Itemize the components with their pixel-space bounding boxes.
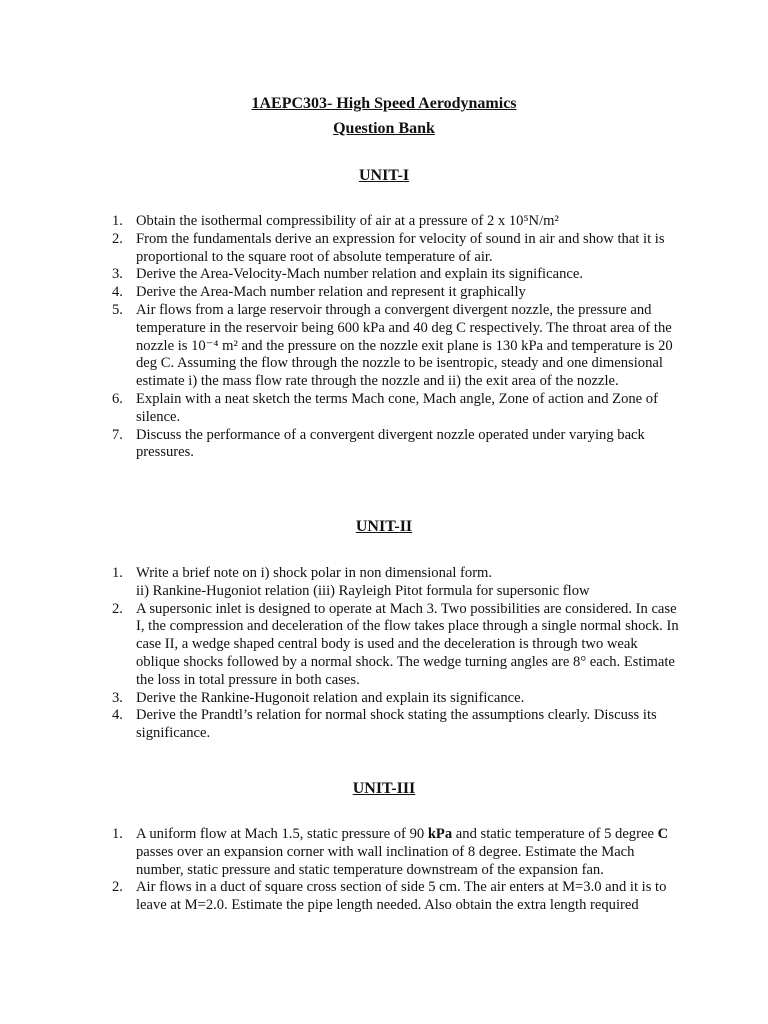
question-item: [0, 427, 681, 463]
question-item: [0, 213, 681, 231]
question-item: [0, 826, 681, 879]
question-item: [0, 565, 681, 601]
question-item: [0, 707, 681, 743]
question-text: Derive the Rankine-Hugonoit relation and explain its significance.: [136, 689, 525, 706]
unit-1-question-list: [0, 213, 768, 462]
question-text: From the fundamentals derive an expression for velocity of sound in air and show that it is proportional to the square root of absolute temperature of air.: [136, 230, 665, 265]
question-text: Discuss the performance of a convergent divergent nozzle operated under varying back pressures.: [136, 426, 645, 461]
question-text: Air flows from a large reservoir through a convergent divergent nozzle, the pressure and temperature in the reservoir being 600 kPa and 40 deg C respectively. The throat area of the nozzle is 10⁻⁴ m² and the pressure on the nozzle exit plane is 130 kPa and temperature is 20 deg C. Assuming the flow through the nozzle to be isentropic, steady and one dimensional estimate i) the mass flow rate through the nozzle and ii) the exit area of the nozzle.: [136, 301, 673, 390]
unit-3-question-list: [0, 826, 768, 915]
question-item: [0, 391, 681, 427]
question-text: Derive the Prandtl’s relation for normal shock stating the assumptions clearly. Discuss its significance.: [136, 707, 657, 742]
question-text: Obtain the isothermal compressibility of air at a pressure of 2 x 10⁵N/m²: [136, 213, 559, 229]
question-number: 1.: [112, 213, 123, 229]
course-title: 1AEPC303- High Speed Aerodynamics: [251, 95, 517, 112]
question-text: Write a brief note on i) shock polar in non dimensional form. ii) Rankine-Hugoniot relation (iii) Rayleigh Pitot formula for supersonic flow: [136, 565, 590, 599]
question-number: 2.: [112, 230, 123, 247]
question-text: A uniform flow at Mach 1.5, static pressure of 90 kPa and static temperature of 5 degree C passes over an expansion corner with wall inclination of 8 degree. Estimate the Mach number, static pressure and static temperature downstream of the expansion fan.: [136, 826, 669, 878]
question-number: 1.: [112, 826, 123, 842]
question-item: [0, 266, 681, 284]
unit-1-heading: UNIT-I: [358, 167, 410, 184]
question-item: [0, 601, 681, 690]
question-number: 3.: [112, 266, 123, 283]
question-number: 5.: [112, 301, 123, 318]
question-number: 2.: [112, 600, 123, 617]
question-text: Explain with a neat sketch the terms Mach cone, Mach angle, Zone of action and Zone of silence.: [136, 390, 658, 425]
question-item: [0, 879, 681, 915]
question-number: 3.: [112, 689, 123, 706]
question-number: 2.: [112, 879, 123, 896]
question-number: 7.: [112, 426, 123, 443]
unit-2-question-list: [0, 565, 768, 743]
question-text: Derive the Area-Velocity-Mach number relation and explain its significance.: [136, 266, 583, 283]
question-item: [0, 231, 681, 267]
question-item: [0, 284, 681, 302]
question-item: [0, 690, 681, 708]
question-number: 4.: [112, 284, 123, 301]
unit-3-heading: UNIT-III: [352, 780, 416, 797]
question-number: 4.: [112, 707, 123, 724]
question-text: Air flows in a duct of square cross section of side 5 cm. The air enters at M=3.0 and it is to leave at M=2.0. Estimate the pipe length needed. Also obtain the extra length required: [136, 879, 667, 914]
question-number: 1.: [112, 565, 123, 581]
question-text: Derive the Area-Mach number relation and represent it graphically: [136, 284, 526, 301]
question-number: 6.: [112, 390, 123, 407]
document-subtitle: Question Bank: [333, 120, 435, 137]
unit-2-heading: UNIT-II: [355, 518, 413, 535]
question-text: A supersonic inlet is designed to operate at Mach 3. Two possibilities are considered. In case I, the compression and deceleration of the flow takes place through a single normal shock. In case II, a wedge shaped central body is used and the deceleration is through two weak oblique shocks followed by a normal shock. The wedge turning angles are 8° each. Estimate the loss in total pressure in both cases.: [136, 600, 679, 688]
question-item: [0, 302, 681, 391]
